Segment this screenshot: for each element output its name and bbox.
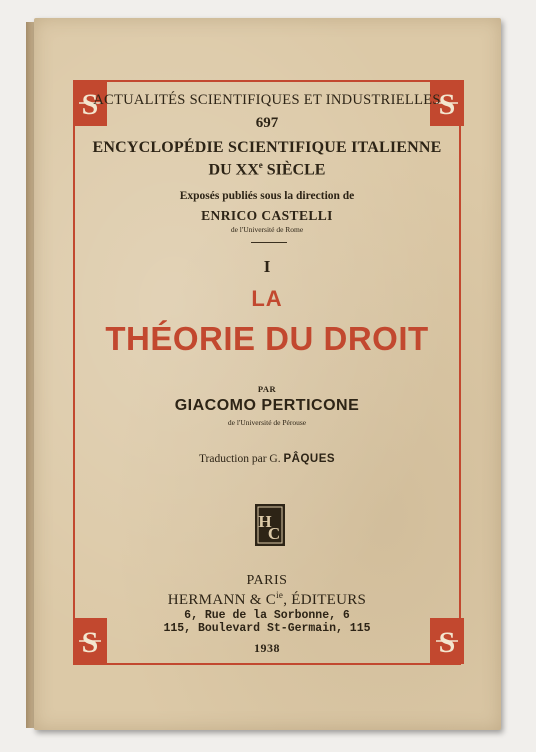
- svg-text:S: S: [438, 626, 456, 659]
- svg-text:H: H: [258, 512, 272, 531]
- publisher-city: PARIS: [246, 573, 288, 588]
- series-number: 697: [255, 115, 279, 131]
- author-affiliation: de l'Université de Pérouse: [227, 418, 307, 427]
- direction-line: Exposés publiés sous la direction de: [179, 190, 355, 202]
- editor-name: ENRICO CASTELLI: [201, 208, 333, 223]
- publication-year: 1938: [254, 641, 280, 655]
- collection-title-line2: DU XXe SIÈCLE: [208, 160, 326, 179]
- publisher-address-line1: 6, Rue de la Sorbonne, 6: [184, 609, 350, 622]
- svg-text:S: S: [438, 88, 456, 121]
- publisher-name: HERMANN & $C^{ie}$, ÉDITEURS: [167, 590, 367, 608]
- svg-text:S: S: [81, 88, 99, 121]
- by-label: PAR: [257, 384, 277, 394]
- editor-affiliation: de l'Université de Rome: [230, 225, 304, 234]
- collection-title-line1: ENCYCLOPÉDIE SCIENTIFIQUE ITALIENNE: [92, 139, 442, 156]
- divider-rule: [251, 242, 287, 243]
- series-title: ACTUALITÉS SCIENTIFIQUES ET INDUSTRIELLES: [93, 92, 441, 108]
- book-title-line2: THÉORIE DU DROIT: [105, 320, 429, 357]
- book-title-line1: LA: [251, 286, 283, 311]
- svg-text:C: C: [267, 524, 281, 543]
- translation-credit: Traduction par G. PÂQUES: [198, 453, 336, 465]
- author-name: GIACOMO PERTICONE: [174, 397, 360, 414]
- svg-text:S: S: [81, 626, 99, 659]
- volume-number: I: [263, 257, 271, 276]
- publisher-address-line2: 115, Boulevard St-Germain, 115: [163, 622, 371, 635]
- publisher-logo-icon: [254, 503, 286, 547]
